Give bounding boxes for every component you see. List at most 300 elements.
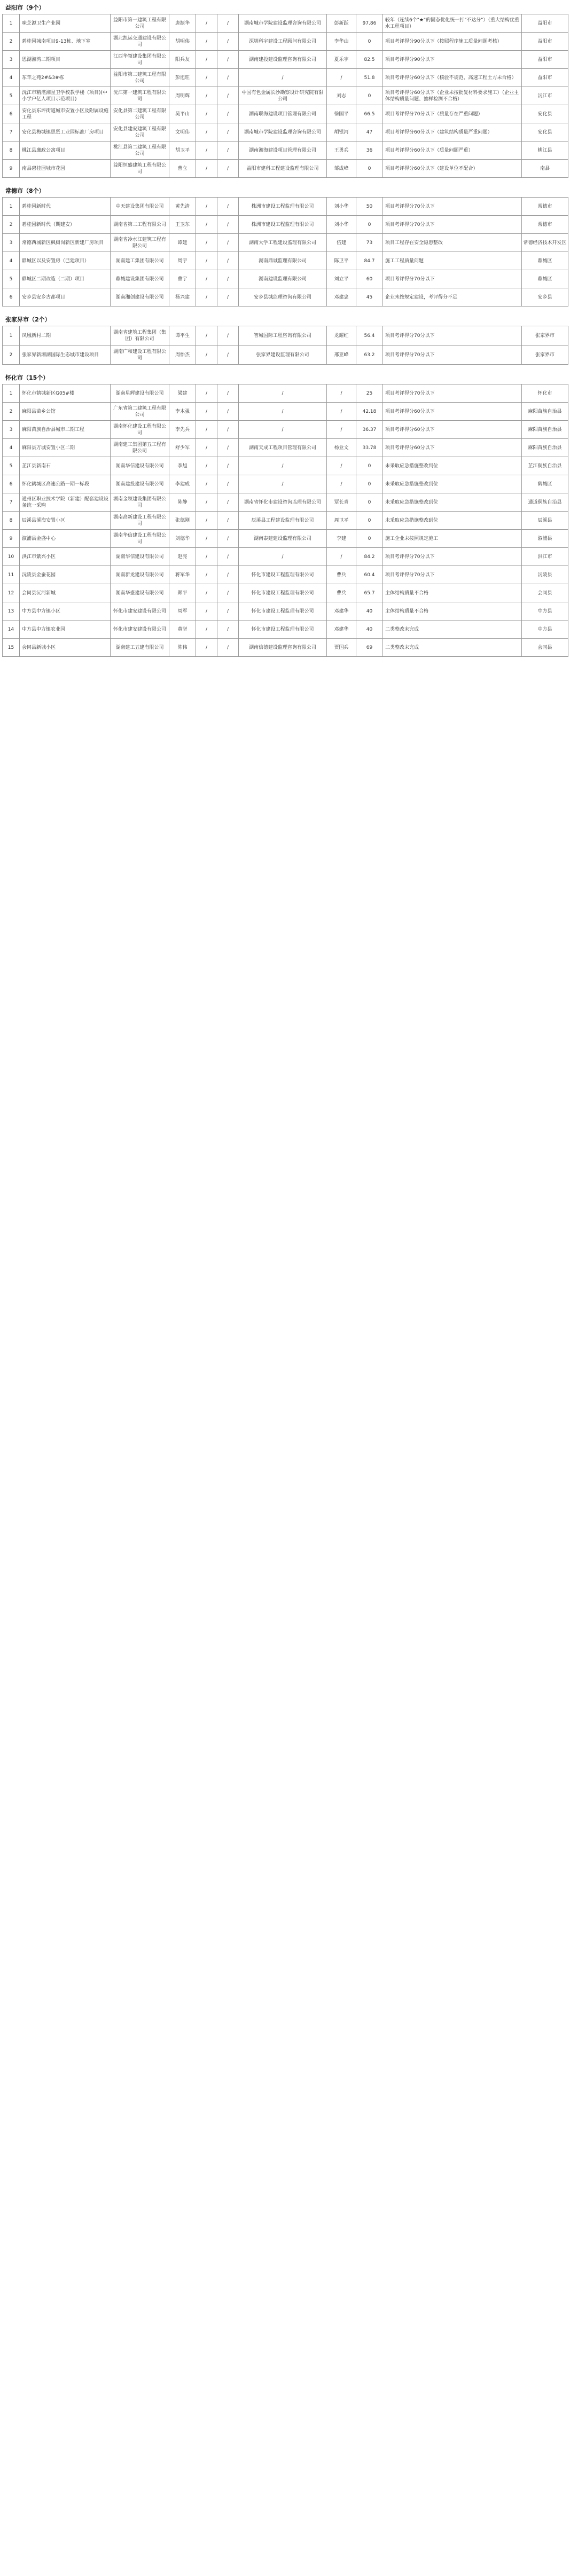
score-value: 0 (356, 216, 383, 234)
chief-supervisor: 邢亚峰 (327, 345, 356, 365)
chief-supervisor: 曹兵 (327, 566, 356, 584)
builder-name: 湖南星辉建设有限公司 (111, 384, 169, 403)
score-value: 40 (356, 602, 383, 621)
status-column: / (217, 439, 239, 457)
project-name: 麻阳县苗乡公馆 (20, 403, 111, 421)
builder-name: 湖南高新建设工程有限公司 (111, 512, 169, 530)
score-value: 0 (356, 530, 383, 548)
score-value: 50 (356, 198, 383, 216)
supervisor-name: 湖南建设监理有限公司 (239, 270, 327, 288)
table-row (3, 198, 568, 216)
builder-name: 湖南建工五建有限公司 (111, 639, 169, 657)
chief-supervisor: 胡银河 (327, 123, 356, 142)
project-name: 中方县中方镇农业园 (20, 621, 111, 639)
score-value: 42.18 (356, 403, 383, 421)
chief-supervisor: 覃长青 (327, 493, 356, 512)
district-name: 芷江侗族自治县 (522, 457, 568, 475)
supervisor-name: 湖南建投建设监理咨询有限公司 (239, 51, 327, 69)
project-manager: 谭平生 (169, 326, 196, 345)
cert-column: / (196, 142, 217, 160)
builder-name: 湖南金领建设集团有限公司 (111, 493, 169, 512)
cert-column: / (196, 403, 217, 421)
score-value: 45 (356, 288, 383, 307)
row-number: 4 (3, 439, 20, 457)
chief-supervisor: / (327, 384, 356, 403)
row-number: 1 (3, 198, 20, 216)
chief-supervisor: 邓建华 (327, 602, 356, 621)
project-name: 会同县沅河新城 (20, 584, 111, 602)
builder-name: 湖南建工集团第五工程有限公司 (111, 439, 169, 457)
project-manager: 李建成 (169, 475, 196, 493)
district-name: 鹤城区 (522, 475, 568, 493)
status-column: / (217, 160, 239, 178)
chief-supervisor: 刘小华 (327, 198, 356, 216)
project-name: 桃江县廉政公寓项目 (20, 142, 111, 160)
supervisor-name: 深圳科宇建设工程顾问有限公司 (239, 33, 327, 51)
project-manager: 李旭 (169, 457, 196, 475)
status-column: / (217, 14, 239, 33)
builder-name: 湖南省建筑工程集团（集团）有限公司 (111, 326, 169, 345)
region-table (2, 197, 568, 307)
cert-column: / (196, 51, 217, 69)
supervisor-name: 湖南泰建建设监理有限公司 (239, 530, 327, 548)
chief-supervisor: / (327, 475, 356, 493)
evaluation-comment: 项目考评得分60分以下 (383, 421, 522, 439)
cert-column: / (196, 621, 217, 639)
supervisor-name: 湖南湘海建设项目管理有限公司 (239, 142, 327, 160)
supervisor-name: 株洲市建设工程监理有限公司 (239, 198, 327, 216)
row-number: 11 (3, 566, 20, 584)
supervisor-name: 辰溪县工程建设监理有限公司 (239, 512, 327, 530)
project-name: 中方县中方镇小区 (20, 602, 111, 621)
project-name: 沅江市精湛湘星卫学校教学楼（项目)(中小学户亿人项目示范项目) (20, 87, 111, 105)
score-value: 69 (356, 639, 383, 657)
score-value: 82.5 (356, 51, 383, 69)
score-value: 47 (356, 123, 383, 142)
table-row (3, 234, 568, 252)
chief-supervisor: 邹成峰 (327, 160, 356, 178)
evaluation-comment: 未采取应急措施整改到位 (383, 493, 522, 512)
project-name: 洪江市紫兴小区 (20, 548, 111, 566)
evaluation-comment: 未采取应急措施整改到位 (383, 512, 522, 530)
evaluation-comment: 施工工程质量问题 (383, 252, 522, 270)
row-number: 7 (3, 493, 20, 512)
region-title: 常德市（8个） (5, 187, 45, 194)
cert-column: / (196, 548, 217, 566)
builder-name: 益阳恒盛建筑工程有限公司 (111, 160, 169, 178)
project-name: 碧桂园新时代 (20, 198, 111, 216)
cert-column: / (196, 234, 217, 252)
table-row (3, 457, 568, 475)
table-row (3, 288, 568, 307)
evaluation-comment: 项目考评得分70分以下 (383, 566, 522, 584)
score-value: 33.78 (356, 439, 383, 457)
table-row (3, 270, 568, 288)
chief-supervisor: 杨业文 (327, 439, 356, 457)
cert-column: / (196, 475, 217, 493)
project-name: 碧桂园城南项目9-13栋、地下室 (20, 33, 111, 51)
builder-name: 湖南省第二工程有限公司 (111, 216, 169, 234)
regions-container (2, 2, 568, 664)
evaluation-comment: 未采取应急措施整改到位 (383, 457, 522, 475)
cert-column: / (196, 33, 217, 51)
builder-name: 安化县第二建筑工程有限公司 (111, 105, 169, 123)
table-row (3, 87, 568, 105)
table-row (3, 421, 568, 439)
builder-name: 益阳市第二建筑工程有限公司 (111, 69, 169, 87)
district-name: 益阳市 (522, 33, 568, 51)
inspection-list-page (2, 2, 568, 664)
district-name: 张家界市 (522, 345, 568, 365)
builder-name: 湖南怀化建设工程有限公司 (111, 421, 169, 439)
project-manager: 黄先清 (169, 198, 196, 216)
evaluation-comment: 项目考评得分90分以下（按照程序施工质量问题考核） (383, 33, 522, 51)
chief-supervisor: 王勇兵 (327, 142, 356, 160)
status-column: / (217, 602, 239, 621)
district-name: 益阳市 (522, 69, 568, 87)
score-value: 0 (356, 512, 383, 530)
supervisor-name: 湖南天成工程项目管理有限公司 (239, 439, 327, 457)
project-manager: 梁建 (169, 384, 196, 403)
builder-name: 江西华领建设集团有限公司 (111, 51, 169, 69)
table-row (3, 566, 568, 584)
project-name: 麻阳苗族自治县城市二期工程 (20, 421, 111, 439)
row-number: 9 (3, 160, 20, 178)
district-name: 怀化市 (522, 384, 568, 403)
score-value: 60.4 (356, 566, 383, 584)
cert-column: / (196, 87, 217, 105)
project-manager: 张德刚 (169, 512, 196, 530)
project-manager: 赵亮 (169, 548, 196, 566)
table-row (3, 105, 568, 123)
status-column: / (217, 566, 239, 584)
status-column: / (217, 216, 239, 234)
project-name: 鼎城区二期改造（二期）项目 (20, 270, 111, 288)
builder-name: 怀化市建安建设有限公司 (111, 621, 169, 639)
chief-supervisor: / (327, 403, 356, 421)
evaluation-comment: 项目考评得分60分以下 (383, 439, 522, 457)
project-name: 沅陵县金蚕花园 (20, 566, 111, 584)
chief-supervisor: 周卫平 (327, 512, 356, 530)
supervisor-name: 湖南省怀化市建设咨询监理有限公司 (239, 493, 327, 512)
supervisor-name: 湖南城市学院建设监理咨询有限公司 (239, 123, 327, 142)
table-row (3, 216, 568, 234)
project-manager: 郑平 (169, 584, 196, 602)
district-name: 安化县 (522, 123, 568, 142)
score-value: 73 (356, 234, 383, 252)
row-number: 14 (3, 621, 20, 639)
cert-column: / (196, 69, 217, 87)
project-name: 鼎城区以及安置房（已建项目） (20, 252, 111, 270)
table-row (3, 33, 568, 51)
status-column: / (217, 584, 239, 602)
table-row (3, 512, 568, 530)
project-manager: 陈静 (169, 493, 196, 512)
row-number: 8 (3, 512, 20, 530)
region-spacer (2, 657, 568, 664)
table-row (3, 621, 568, 639)
project-manager: 陈伟 (169, 639, 196, 657)
supervisor-name: / (239, 457, 327, 475)
project-manager: 唐振华 (169, 14, 196, 33)
evaluation-comment: 项目考评得分60分以下（核验不规范、高速工程土方未合格） (383, 69, 522, 87)
status-column: / (217, 384, 239, 403)
supervisor-name: / (239, 421, 327, 439)
supervisor-name: 怀化市建设工程监理有限公司 (239, 584, 327, 602)
evaluation-comment: 项目考评得分70分以下 (383, 548, 522, 566)
project-manager: 周明辉 (169, 87, 196, 105)
row-number: 1 (3, 326, 20, 345)
status-column: / (217, 639, 239, 657)
table-row (3, 493, 568, 512)
project-manager: 黄坚 (169, 621, 196, 639)
score-value: 84.2 (356, 548, 383, 566)
cert-column: / (196, 270, 217, 288)
supervisor-name: 株洲市建设工程监理有限公司 (239, 216, 327, 234)
evaluation-comment: 项目考评得分70分以下 (383, 384, 522, 403)
project-manager: 胡卫平 (169, 142, 196, 160)
row-number: 3 (3, 421, 20, 439)
row-number: 10 (3, 548, 20, 566)
evaluation-comment: 二类整改未完成 (383, 621, 522, 639)
project-name: 怀化鹤城区高速公路一期一标段 (20, 475, 111, 493)
district-name: 会同县 (522, 639, 568, 657)
supervisor-name: 湖南城市学院建设监理咨询有限公司 (239, 14, 327, 33)
table-row (3, 160, 568, 178)
district-name: 溆浦县 (522, 530, 568, 548)
builder-name: 湖南建工集团有限公司 (111, 252, 169, 270)
project-name: 张家界新湘湖国际生态城市建设项目 (20, 345, 111, 365)
score-value: 56.4 (356, 326, 383, 345)
cert-column: / (196, 566, 217, 584)
table-row (3, 14, 568, 33)
evaluation-comment: 项目考评得分90分以下 (383, 51, 522, 69)
table-row (3, 475, 568, 493)
builder-name: 广东省第二建筑工程有限公司 (111, 403, 169, 421)
project-manager: 周怡杰 (169, 345, 196, 365)
chief-supervisor: 邓建华 (327, 621, 356, 639)
status-column: / (217, 493, 239, 512)
evaluation-comment: 项目考评得分60分以下（企业未按批复材料要求施工）（企业主体结构质量问题、抽样检测不合格） (383, 87, 522, 105)
score-value: 97.86 (356, 14, 383, 33)
evaluation-comment: 项目考评得分60分以下（建设单位不配合） (383, 160, 522, 178)
evaluation-comment: 二类整改未完成 (383, 639, 522, 657)
district-name: 麻阳苗族自治县 (522, 421, 568, 439)
district-name: 南县 (522, 160, 568, 178)
district-name: 益阳市 (522, 14, 568, 33)
evaluation-comment: 项目考评得分70分以下（质量存在严重问题） (383, 105, 522, 123)
table-row (3, 602, 568, 621)
builder-name: 湖南新龙建设有限公司 (111, 566, 169, 584)
project-name: 麻阳县万城安置小区二期 (20, 439, 111, 457)
cert-column: / (196, 160, 217, 178)
table-row (3, 69, 568, 87)
project-name: 恩湖湘湾二期项目 (20, 51, 111, 69)
builder-name: 湖北凯运交通建设有限公司 (111, 33, 169, 51)
project-name: 辰溪县溪海安置小区 (20, 512, 111, 530)
supervisor-name: / (239, 384, 327, 403)
evaluation-comment: 项目考评得分70分以下 (383, 270, 522, 288)
district-name: 安化县 (522, 105, 568, 123)
table-row (3, 142, 568, 160)
chief-supervisor: 李华山 (327, 33, 356, 51)
cert-column: / (196, 530, 217, 548)
builder-name: 湖南华信建设有限公司 (111, 548, 169, 566)
status-column: / (217, 621, 239, 639)
chief-supervisor: 彭新跃 (327, 14, 356, 33)
project-manager: 刘德华 (169, 530, 196, 548)
row-number: 13 (3, 602, 20, 621)
builder-name: 湖南广和建设工程有限公司 (111, 345, 169, 365)
cert-column: / (196, 493, 217, 512)
chief-supervisor: 伍建 (327, 234, 356, 252)
project-manager: 周军 (169, 602, 196, 621)
project-name: 安乡县安乡古都项目 (20, 288, 111, 307)
cert-column: / (196, 584, 217, 602)
score-value: 84.7 (356, 252, 383, 270)
table-row (3, 123, 568, 142)
row-number: 2 (3, 33, 20, 51)
table-row (3, 639, 568, 657)
supervisor-name: / (239, 548, 327, 566)
builder-name: 沅江第一建筑工程有限公司 (111, 87, 169, 105)
builder-name: 怀化市建安建设有限公司 (111, 602, 169, 621)
district-name: 会同县 (522, 584, 568, 602)
region-title: 怀化市（15个） (5, 374, 49, 381)
status-column: / (217, 288, 239, 307)
builder-name: 安化县建安建筑工程有限公司 (111, 123, 169, 142)
cert-column: / (196, 457, 217, 475)
row-number: 1 (3, 384, 20, 403)
cert-column: / (196, 216, 217, 234)
cert-column: / (196, 384, 217, 403)
score-value: 25 (356, 384, 383, 403)
supervisor-name: 中国有色金属长沙勘察设计研究院有限公司 (239, 87, 327, 105)
project-name: 会同县新城小区 (20, 639, 111, 657)
project-name: 南县碧桂园城市花园 (20, 160, 111, 178)
score-value: 40 (356, 621, 383, 639)
project-name: 通州区职业技术学院（新建）配套建设设备统一采购 (20, 493, 111, 512)
score-value: 0 (356, 87, 383, 105)
district-name: 鼎城区 (522, 270, 568, 288)
evaluation-comment: 企业未按规定建设，考评得分不足 (383, 288, 522, 307)
builder-name: 益阳市第一建筑工程有限公司 (111, 14, 169, 33)
cert-column: / (196, 326, 217, 345)
score-value: 0 (356, 475, 383, 493)
status-column: / (217, 457, 239, 475)
district-name: 益阳市 (522, 51, 568, 69)
evaluation-comment: 施工企业未按照规定施工 (383, 530, 522, 548)
status-column: / (217, 475, 239, 493)
project-name: 安化县东坪街道城市安置小区及附属设施工程 (20, 105, 111, 123)
row-number: 6 (3, 105, 20, 123)
builder-name: 湖南湘创建设有限公司 (111, 288, 169, 307)
project-name: 怀化市鹤城新区G05#楼 (20, 384, 111, 403)
status-column: / (217, 270, 239, 288)
cert-column: / (196, 123, 217, 142)
table-row (3, 403, 568, 421)
status-column: / (217, 123, 239, 142)
district-name: 麻阳苗族自治县 (522, 439, 568, 457)
builder-name: 湖南华盛建设有限公司 (111, 584, 169, 602)
status-column: / (217, 512, 239, 530)
project-manager: 胡明伟 (169, 33, 196, 51)
project-manager: 周宇 (169, 252, 196, 270)
chief-supervisor: 刘立平 (327, 270, 356, 288)
table-row (3, 384, 568, 403)
district-name: 中方县 (522, 602, 568, 621)
cert-column: / (196, 439, 217, 457)
status-column: / (217, 326, 239, 345)
chief-supervisor: / (327, 457, 356, 475)
evaluation-comment: 项目考评得分60分以下 (383, 403, 522, 421)
evaluation-comment: 项目考评得分70分以下 (383, 216, 522, 234)
supervisor-name: / (239, 403, 327, 421)
builder-name: 鼎城建设集团有限公司 (111, 270, 169, 288)
chief-supervisor: 李建 (327, 530, 356, 548)
district-name: 辰溪县 (522, 512, 568, 530)
chief-supervisor: 贾国兵 (327, 639, 356, 657)
evaluation-comment: 项目工程存在安全隐患整改 (383, 234, 522, 252)
project-manager: 阳兵友 (169, 51, 196, 69)
cert-column: / (196, 252, 217, 270)
evaluation-comment: 主体结构质量不合格 (383, 602, 522, 621)
project-manager: 文明伟 (169, 123, 196, 142)
row-number: 15 (3, 639, 20, 657)
chief-supervisor: / (327, 421, 356, 439)
chief-supervisor: 陈卫平 (327, 252, 356, 270)
district-name: 中方县 (522, 621, 568, 639)
builder-name: 湖南华信建设有限公司 (111, 457, 169, 475)
table-row (3, 548, 568, 566)
project-manager: 曹宁 (169, 270, 196, 288)
evaluation-comment: 较年（连续6个"★"的固态优化统一打"不达分"）（重大结构优重水工程项目） (383, 14, 522, 33)
supervisor-name: 怀化市建设工程监理有限公司 (239, 602, 327, 621)
row-number: 2 (3, 216, 20, 234)
row-number: 5 (3, 457, 20, 475)
score-value: 0 (356, 33, 383, 51)
row-number: 5 (3, 270, 20, 288)
supervisor-name: 湖南联海建设项目管理有限公司 (239, 105, 327, 123)
project-manager: 彭旭旺 (169, 69, 196, 87)
project-manager: 王卫东 (169, 216, 196, 234)
project-manager: 李木强 (169, 403, 196, 421)
district-name: 鼎城区 (522, 252, 568, 270)
evaluation-comment: 项目考评得分70分以下 (383, 326, 522, 345)
evaluation-comment: 主体结构质量不合格 (383, 584, 522, 602)
district-name: 常德经济技术开发区 (522, 234, 568, 252)
cert-column: / (196, 198, 217, 216)
table-row (3, 326, 568, 345)
row-number: 2 (3, 403, 20, 421)
score-value: 60 (356, 270, 383, 288)
project-name: 溆浦县金盛中心 (20, 530, 111, 548)
district-name: 洪江市 (522, 548, 568, 566)
district-name: 沅陵县 (522, 566, 568, 584)
project-manager: 蒋军华 (169, 566, 196, 584)
row-number: 7 (3, 123, 20, 142)
score-value: 0 (356, 457, 383, 475)
table-row (3, 345, 568, 365)
chief-supervisor: 刘小华 (327, 216, 356, 234)
cert-column: / (196, 602, 217, 621)
project-manager: 杨兴建 (169, 288, 196, 307)
builder-name: 桃江县第二建筑工程有限公司 (111, 142, 169, 160)
project-name: 凤凰新村二期 (20, 326, 111, 345)
score-value: 63.2 (356, 345, 383, 365)
builder-name: 中天建设集团有限公司 (111, 198, 169, 216)
status-column: / (217, 421, 239, 439)
